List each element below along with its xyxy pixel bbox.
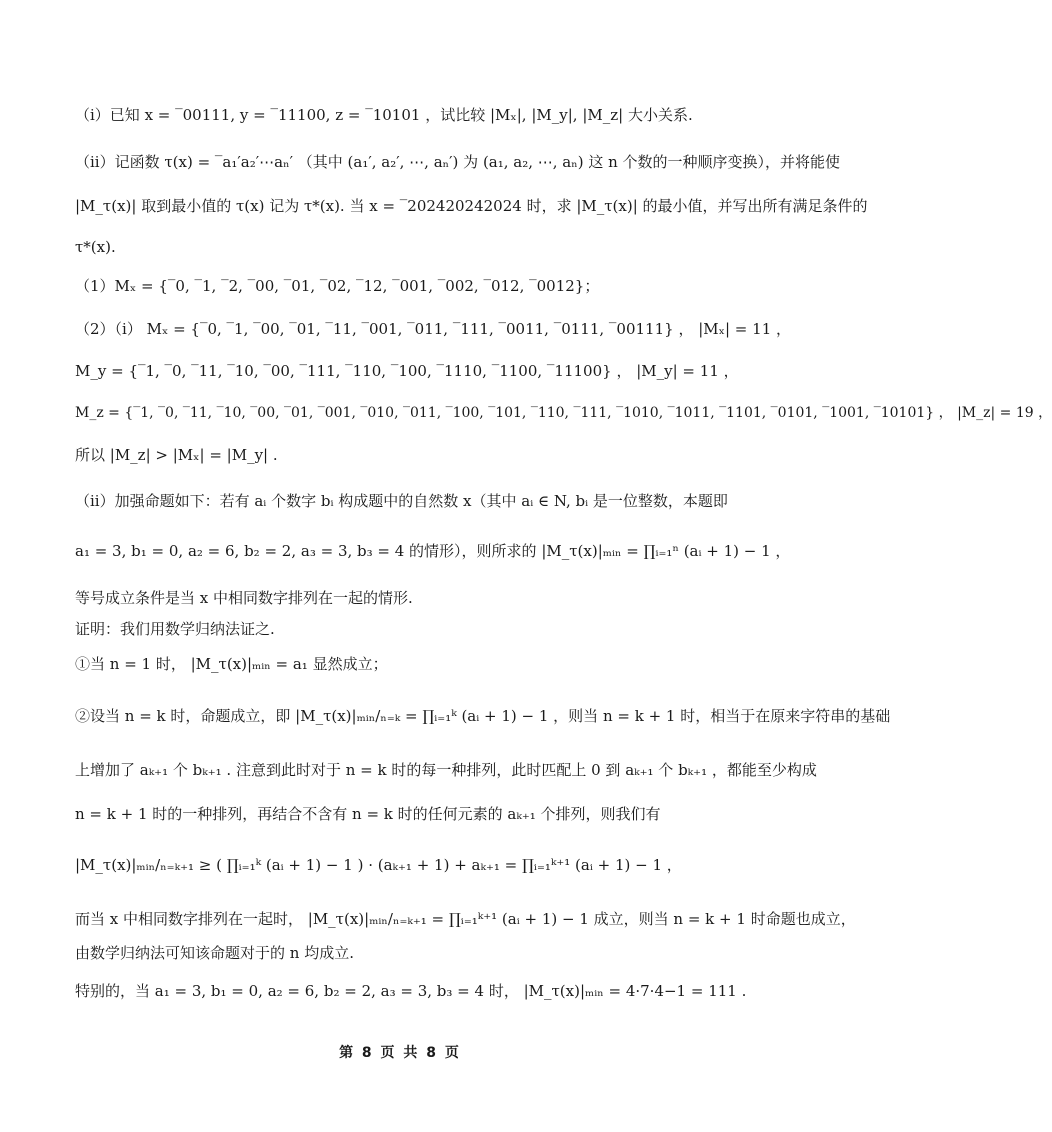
line-l05: （1）Mₓ = {‾0, ‾1, ‾2, ‾00, ‾01, ‾02, ‾12, ‾001, ‾002, ‾012, ‾0012}； xyxy=(75,277,600,295)
line-l16: 上增加了 aₖ₊₁ 个 bₖ₊₁ . 注意到此时对于 n = k 时的每一种排列，此时匹配上 0 到 aₖ₊₁ 个 bₖ₊₁ ，都能至少构成 xyxy=(75,761,817,779)
line-l11: a₁ = 3, b₁ = 0, a₂ = 6, b₂ = 2, a₃ = 3, b₃ = 4 的情形），则所求的 |M_τ(x)|ₘᵢₙ = ∏ᵢ₌₁ⁿ (aᵢ + 1) − 1 ， xyxy=(75,542,791,560)
line-l13: 证明：我们用数学归纳法证之. xyxy=(75,620,275,638)
line-l18: |M_τ(x)|ₘᵢₙ/ₙ₌ₖ₊₁ ≥ ( ∏ᵢ₌₁ᵏ (aᵢ + 1) − 1 ) · (aₖ₊₁ + 1) + aₖ₊₁ = ∏ᵢ₌₁ᵏ⁺¹ (aᵢ + 1) − 1 ， xyxy=(75,856,682,874)
line-l17: n = k + 1 时的一种排列，再结合不含有 n = k 时的任何元素的 aₖ₊₁ 个排列，则我们有 xyxy=(75,805,661,823)
line-l04: τ*(x). xyxy=(75,238,116,256)
line-l02: （ii）记函数 τ(x) = ‾a₁′a₂′⋯aₙ′ （其中 (a₁′, a₂′, ⋯, aₙ′) 为 (a₁, a₂, ⋯, aₙ) 这 n 个数的一种顺序变换），并将能使 xyxy=(75,153,841,171)
line-l12: 等号成立条件是当 x 中相同数字排列在一起的情形. xyxy=(75,589,413,607)
page-footer: 第 8 页 共 8 页 xyxy=(339,1045,461,1061)
line-l19: 而当 x 中相同数字排列在一起时， |M_τ(x)|ₘᵢₙ/ₙ₌ₖ₊₁ = ∏ᵢ₌₁ᵏ⁺¹ (aᵢ + 1) − 1 成立，则当 n = k + 1 时命题也成立， xyxy=(75,910,856,928)
line-l06: （2）（i） Mₓ = {‾0, ‾1, ‾00, ‾01, ‾11, ‾001, ‾011, ‾111, ‾0011, ‾0111, ‾00111} ， |Mₓ| = 11 ， xyxy=(75,320,792,338)
line-l07: M_y = {‾1, ‾0, ‾11, ‾10, ‾00, ‾111, ‾110, ‾100, ‾1110, ‾1100, ‾11100} ， |M_y| = 11 ， xyxy=(75,362,739,380)
line-l03: |M_τ(x)| 取到最小值的 τ(x) 记为 τ*(x). 当 x = ‾202420242024 时，求 |M_τ(x)| 的最小值，并写出所有满足条件的 xyxy=(75,197,868,215)
line-l14: ①当 n = 1 时， |M_τ(x)|ₘᵢₙ = a₁ 显然成立； xyxy=(75,655,388,673)
line-l15: ②设当 n = k 时，命题成立，即 |M_τ(x)|ₘᵢₙ/ₙ₌ₖ = ∏ᵢ₌₁ᵏ (aᵢ + 1) − 1 ，则当 n = k + 1 时，相当于在原来字符串的基础 xyxy=(75,707,891,725)
line-l08: M_z = {‾1, ‾0, ‾11, ‾10, ‾00, ‾01, ‾001, ‾010, ‾011, ‾100, ‾101, ‾110, ‾111, ‾1010, ‾1011, ‾1101, ‾0101, ‾1001, ‾10101} ， |M_z| = 19 ， xyxy=(75,405,1052,421)
line-l01: （i）已知 x = ‾00111, y = ‾11100, z = ‾10101 ，试比较 |Mₓ|, |M_y|, |M_z| 大小关系. xyxy=(75,106,693,124)
line-l09: 所以 |M_z| > |Mₓ| = |M_y| . xyxy=(75,446,278,464)
line-l20: 由数学归纳法可知该命题对于的 n 均成立. xyxy=(75,944,354,962)
line-l10: （ii）加强命题如下：若有 aᵢ 个数字 bᵢ 构成题中的自然数 x（其中 aᵢ ∈ N, bᵢ 是一位整数，本题即 xyxy=(75,492,728,510)
line-l21: 特别的，当 a₁ = 3, b₁ = 0, a₂ = 6, b₂ = 2, a₃ = 3, b₃ = 4 时， |M_τ(x)|ₘᵢₙ = 4·7·4−1 = 111 . xyxy=(75,982,747,1000)
